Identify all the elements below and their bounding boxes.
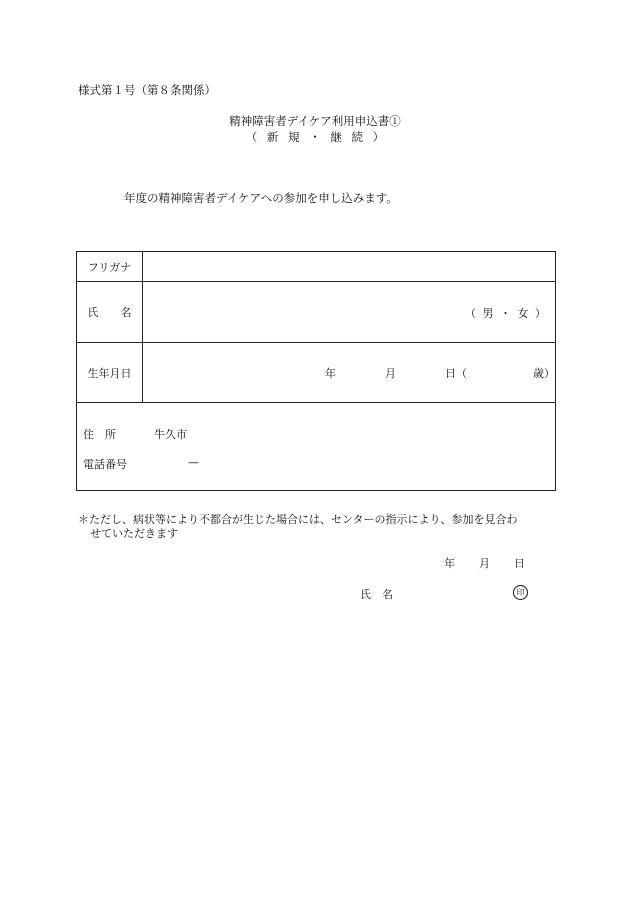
seal-icon [513,585,528,600]
address-field[interactable] [195,423,549,439]
birth-month-unit: 月 [385,367,396,380]
address-label: 住 所 [83,428,116,441]
furigana-label: フリガナ [77,252,143,281]
application-form-table [76,251,556,491]
name-field[interactable] [147,286,435,338]
age-unit: 歳） [533,367,555,380]
document-title: 精神障害者デイケア利用申込書① [229,114,401,128]
furigana-field[interactable] [147,256,551,277]
phone-field[interactable] [147,453,247,469]
note-line-1: ＊ただし、病状等により不都合が生じた場合には、センターの指示により、参加を見合わ [78,513,518,526]
birth-year-unit: 年 [325,367,336,380]
name-row [77,282,555,343]
sign-day-unit: 日 [514,557,525,570]
application-statement: 年度の精神障害者デイケアへの参加を申し込みます。 [124,191,398,205]
contact-row [77,403,555,492]
application-type: （ 新 規 ・ 継 続 ） [245,130,385,144]
gender-selector[interactable]: （ 男 ・ 女 ） [465,307,546,320]
sign-month-unit: 月 [479,557,490,570]
form-number: 様式第１号（第８条関係） [78,83,216,97]
furigana-row [77,252,555,282]
phone-label: 電話番号 [83,458,127,471]
name-label: 氏 名 [77,282,143,342]
phone-dash: — [188,456,199,469]
address-city: 牛久市 [154,428,187,441]
sign-year-unit: 年 [444,557,455,570]
birthdate-row [77,343,555,403]
sign-name-label: 氏 名 [360,588,393,601]
birth-day-unit: 日（ [445,367,467,380]
note-line-2: せていただきます [90,527,178,540]
birthdate-label: 生年月日 [77,343,143,402]
seal-text: 印 [516,587,525,597]
